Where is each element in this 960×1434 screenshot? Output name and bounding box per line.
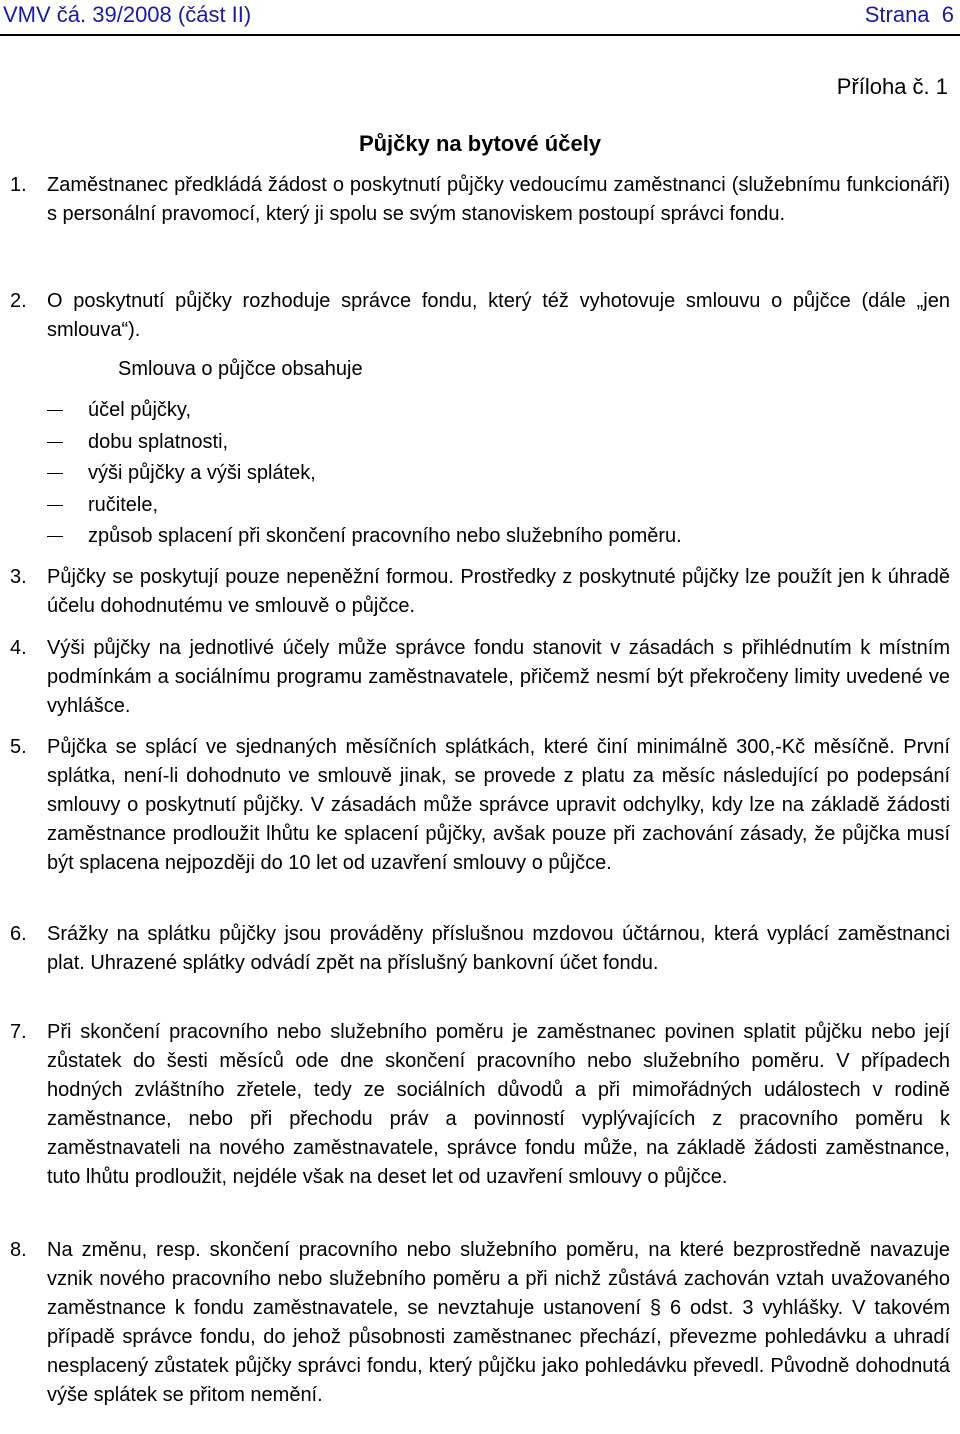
section-text: Při skončení pracovního nebo služebního poměru je zaměstnanec povinen splatit půjčku nebo její zůstatek do šesti měsíců ode dne skončení pracovního nebo služebního poměru. V případech hodných zvláštního zřetele, tedy ze sociálních důvodů a při mimořádných událostech v rodině zaměstnance, nebo při přechodu práv a povinností vyplývajících z pracovního poměru k zaměstnavateli na nového zaměstnavatele, správce fondu může, na základě žádosti zaměstnance, tuto lhůtu prodloužit, nejdéle však na deset let od uzavření smlouvy o půjčce. (47, 1021, 950, 1189)
dash-bullet (47, 410, 63, 411)
section-4 (10, 634, 950, 721)
list-item (0, 490, 960, 522)
section-8 (10, 1236, 950, 1411)
list-item-text: ručitele, (88, 493, 159, 516)
section-number: 5. (10, 736, 27, 758)
dash-bullet (47, 473, 63, 474)
dash-bullet (47, 505, 63, 506)
section-text: Zaměstnanec předkládá žádost o poskytnutí půjčky vedoucímu zaměstnanci (služebnímu funkcionáři) s personální pravomocí, který ji spolu se svým stanoviskem postoupí správci fondu. (47, 174, 950, 226)
list-item (0, 427, 960, 459)
contract-contents-intro: Smlouva o půjčce obsahuje (118, 358, 363, 380)
header-journal-issue: VMV čá. 39/2008 (část II) (3, 2, 252, 27)
section-5 (10, 733, 950, 878)
section-6 (10, 920, 950, 978)
section-text: Výši půjčky na jednotlivé účely může správce fondu stanovit v zásadách s přihlédnutím k místním podmínkám a sociálnímu programu zaměstnavatele, přičemž nesmí být překročeny limity uvedené ve vyhlášce. (47, 637, 950, 718)
section-number: 4. (10, 637, 27, 659)
list-item-text: výši půjčky a výši splátek, (88, 462, 316, 484)
section-text: Srážky na splátku půjčky jsou prováděny příslušnou mzdovou účtárnou, která vyplácí zaměstnanci plat. Uhrazené splátky odvádí zpět na příslušný bankovní účet fondu. (47, 923, 950, 975)
list-item-text: dobu splatnosti, (88, 430, 229, 453)
section-number: 2. (10, 290, 27, 312)
contract-contents-list (0, 395, 960, 553)
list-item (0, 521, 960, 553)
header-page-number: Strana 6 (864, 2, 954, 27)
section-number: 6. (10, 923, 27, 945)
list-item (0, 395, 960, 427)
list-item-text: účel půjčky, (88, 399, 192, 421)
list-item (0, 458, 960, 490)
page-header (0, 0, 960, 36)
dash-bullet (47, 442, 63, 443)
dash-bullet (47, 536, 63, 537)
section-number: 8. (10, 1239, 27, 1261)
annex-label: Příloha č. 1 (836, 74, 948, 99)
section-1 (10, 171, 950, 229)
document-title: Půjčky na bytové účely (358, 131, 602, 156)
section-number: 7. (10, 1021, 27, 1043)
section-2 (10, 287, 950, 345)
list-item-text: způsob splacení při skončení pracovního nebo služebního poměru. (88, 525, 682, 547)
section-text: Na změnu, resp. skončení pracovního nebo služebního poměru, na které bezprostředně navazuje vznik nového pracovního nebo služebního poměru a při nichž zůstává zachován vztah uvažovaného zaměstnance k fondu zaměstnavatele, se nevztahuje ustanovení § 6 odst. 3 vyhlášky. V takovém případě správce fondu, do jehož působnosti zaměstnanec přechází, převezme pohledávku a uhradí nesplacený zůstatek půjčky správci fondu, který půjčku jako pohledávku převedl. Původně dohodnutá výše splátek se přitom nemění. (47, 1239, 950, 1407)
section-3 (10, 563, 950, 621)
section-text: Půjčky se poskytují pouze nepeněžní formou. Prostředky z poskytnuté půjčky lze použít jen k úhradě účelu dohodnutému ve smlouvě o půjčce. (47, 566, 950, 618)
section-number: 3. (10, 566, 27, 588)
section-text: Půjčka se splácí ve sjednaných měsíčních splátkách, které činí minimálně 300,-Kč měsíčně. První splátka, není-li dohodnuto ve smlouvě jinak, se provede z platu za měsíc následující po podepsání smlouvy o poskytnutí půjčky. V zásadách může správce upravit odchylky, kdy lze na základě žádosti zaměstnance prodloužit lhůtu ke splacení půjčky, avšak pouze při zachování zásady, že půjčka musí být splacena nejpozději do 10 let od uzavření smlouvy o půjčce. (47, 736, 950, 875)
section-7 (10, 1018, 950, 1193)
section-number: 1. (10, 174, 27, 196)
section-text: O poskytnutí půjčky rozhoduje správce fondu, který též vyhotovuje smlouvu o půjčce (dále „jen smlouva“). (47, 290, 950, 342)
